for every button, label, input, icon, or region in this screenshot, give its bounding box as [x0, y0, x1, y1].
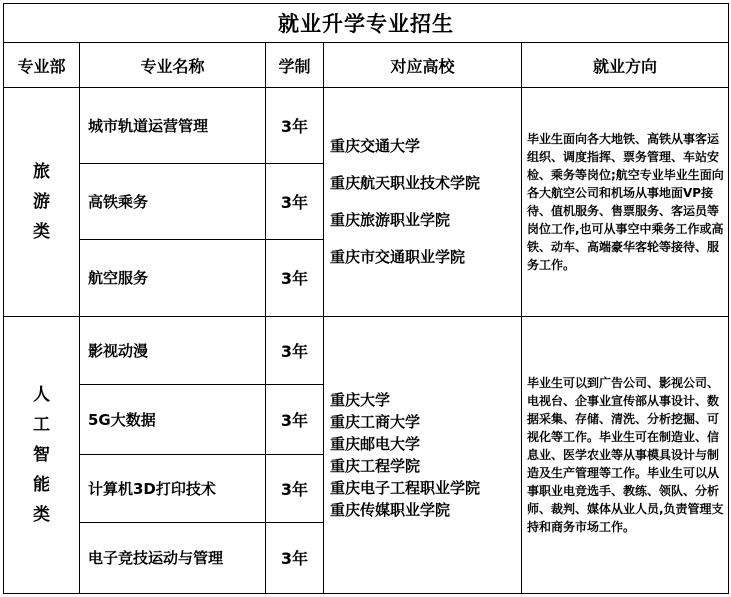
major-name: 高铁乘务 — [80, 164, 266, 240]
header-years: 学制 — [266, 43, 324, 88]
major-years: 3年 — [266, 316, 324, 384]
school-item: 重庆交通大学 — [330, 136, 421, 155]
school-item: 重庆电子工程职业学院 — [330, 478, 481, 497]
school-item: 重庆工程学院 — [330, 456, 421, 475]
major-name: 计算机3D打印技术 — [80, 454, 266, 522]
header-major: 专业名称 — [80, 43, 266, 88]
major-years: 3年 — [266, 164, 324, 240]
dept-cell-ai — [4, 316, 80, 594]
header-dept: 专业部 — [4, 43, 80, 88]
school-item: 重庆航天职业技术学院 — [330, 173, 481, 192]
school-item: 重庆市交通职业学院 — [330, 247, 466, 266]
major-years: 3年 — [266, 384, 324, 454]
schools-cell-tourism — [324, 88, 522, 316]
major-years: 3年 — [266, 240, 324, 316]
school-item: 重庆邮电大学 — [330, 434, 421, 453]
dept-label-tourism: 旅游类 — [33, 161, 50, 242]
major-name: 航空服务 — [80, 240, 266, 316]
major-name: 电子竞技运动与管理 — [80, 522, 266, 593]
major-years: 3年 — [266, 454, 324, 522]
enrollment-table — [3, 3, 729, 594]
schools-cell-ai — [324, 316, 522, 594]
major-name: 城市轨道运营管理 — [80, 88, 266, 164]
header-career: 就业方向 — [522, 43, 729, 88]
school-item: 重庆旅游职业学院 — [330, 210, 451, 229]
career-cell-tourism: 毕业生面向各大地铁、高铁从事客运组织、调度指挥、票务管理、车站安检、乘务等岗位;航空专业毕业生面向各大航空公司和机场从事地面VP接待、值机服务、售票服务、客运员等岗位工作,也可从事空中乘务工作或高铁、动车、高端豪华客轮等接待、服务工作。 — [522, 88, 729, 316]
major-years: 3年 — [266, 88, 324, 164]
career-cell-ai: 毕业生可以到广告公司、影视公司、电视台、企事业宣传部从事设计、数据采集、存储、清洗、分析挖掘、可视化等工作。毕业生可在制造业、信息业、医学农业等从事模具设计与制造及生产管理等工作。毕业生可以从事职业电竞选手、教练、领队、分析师、裁判、媒体从业人员,负责管理支持和商务市场工作。 — [522, 316, 729, 594]
major-name: 5G大数据 — [80, 384, 266, 454]
school-item: 重庆大学 — [330, 390, 391, 409]
major-years: 3年 — [266, 522, 324, 593]
table-title: 就业升学专业招生 — [4, 4, 729, 43]
dept-label-ai: 人工智能类 — [33, 384, 50, 525]
dept-cell-tourism — [4, 88, 80, 316]
header-schools: 对应高校 — [324, 43, 522, 88]
school-item: 重庆工商大学 — [330, 412, 421, 431]
major-name: 影视动漫 — [80, 316, 266, 384]
school-item: 重庆传媒职业学院 — [330, 500, 451, 519]
